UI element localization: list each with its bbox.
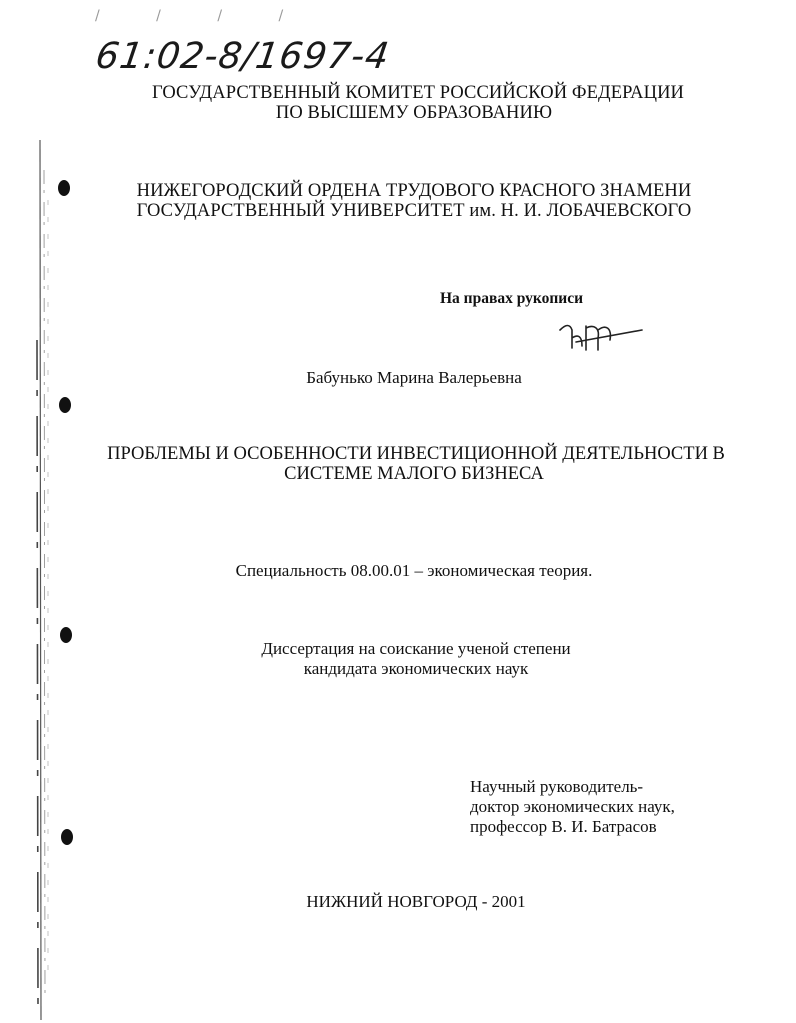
thesis-title-line-2: СИСТЕМЕ МАЛОГО БИЗНЕСА [284, 464, 544, 484]
binding-hole [59, 397, 71, 413]
supervisor-line-3: профессор В. И. Батрасов [470, 817, 657, 836]
signature [556, 318, 646, 354]
supervisor-line-2: доктор экономических наук, [470, 797, 675, 816]
catalog-number: 61:02-8/1697-4 [93, 36, 393, 77]
supervisor-line-1: Научный руководитель- [470, 777, 644, 796]
city-year: НИЖНИЙ НОВГОРОД - 2001 [306, 892, 526, 911]
faint-pencil-marks: / / / / [95, 8, 310, 24]
university-line-2: ГОСУДАРСТВЕННЫЙ УНИВЕРСИТЕТ им. Н. И. ЛОБАЧЕВСКОГО [136, 201, 692, 221]
thesis-title-line-1: ПРОБЛЕМЫ И ОСОБЕННОСТИ ИНВЕСТИЦИОННОЙ ДЕЯТЕЛЬНОСТИ В [107, 444, 725, 464]
university-line-1: НИЖЕГОРОДСКИЙ ОРДЕНА ТРУДОВОГО КРАСНОГО ЗНАМЕНИ [136, 181, 692, 201]
manuscript-rights: На правах рукописи [440, 290, 584, 307]
degree-line-1: Диссертация на соискание ученой степени [261, 639, 571, 658]
specialty: Специальность 08.00.01 – экономическая теория. [235, 561, 593, 580]
committee-line-2: ПО ВЫСШЕМУ ОБРАЗОВАНИЮ [275, 103, 553, 123]
degree-line-2: кандидата экономических наук [303, 659, 529, 678]
author-name: Бабунько Марина Валерьевна [306, 368, 522, 387]
binding-hole [61, 829, 73, 845]
committee-line-1: ГОСУДАРСТВЕННЫЙ КОМИТЕТ РОССИЙСКОЙ ФЕДЕРАЦИИ [152, 83, 684, 103]
